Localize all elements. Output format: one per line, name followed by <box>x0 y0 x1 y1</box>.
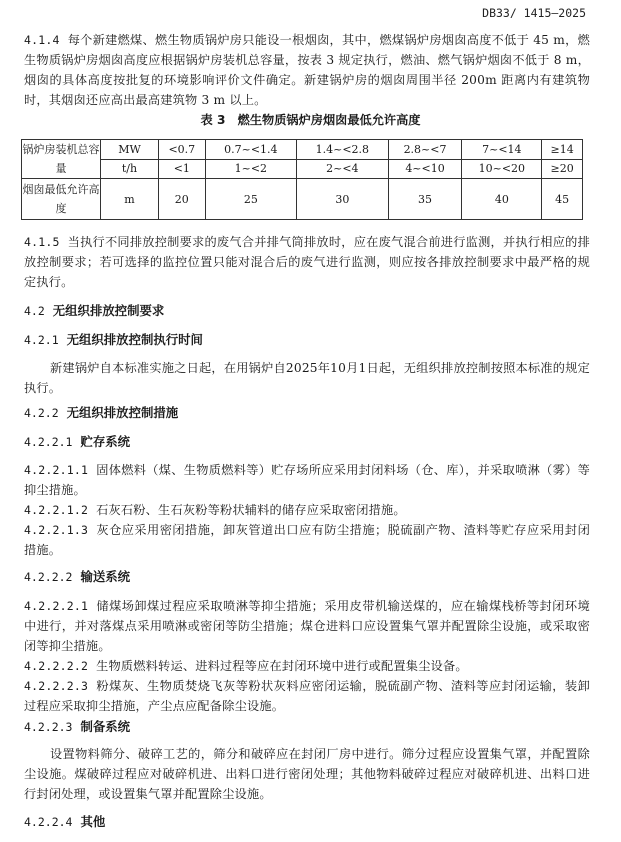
heading-number: 4.2 <box>24 304 45 318</box>
clause-4-2-2-2-2 <box>24 656 590 676</box>
heading-text: 无组织排放控制措施 <box>66 405 179 420</box>
table-cell: 7~<14 <box>462 140 542 160</box>
heading-number: 4.2.2 <box>24 406 59 420</box>
clause-text: 当执行不同排放控制要求的废气合并排气筒排放时，应在废气混合前进行监测，并执行相应的排放控制要求；若可选择的监控位置只能对混合后的废气进行监测，则应按各排放控制要求中最严格的规定执行。 <box>24 235 590 289</box>
heading-number: 4.2.1 <box>24 333 59 347</box>
clause-number: 4.1.5 <box>24 235 60 249</box>
document-id: DB33/ 1415—2025 <box>482 6 586 20</box>
unit-th: t/h <box>101 159 159 179</box>
heading-number: 4.2.2.2 <box>24 570 73 584</box>
row-label-height: 烟囱最低允许高度 <box>22 179 101 220</box>
table-cell: 1.4~<2.8 <box>297 140 389 160</box>
table-cell: ≥20 <box>542 159 583 179</box>
clause-number: 4.2.2.1.1 <box>24 463 89 477</box>
heading-text: 制备系统 <box>80 719 131 734</box>
clause-text: 灰仓应采用密闭措施，卸灰管道出口应有防尘措施；脱硫副产物、渣料等贮存应采用封闭措施。 <box>24 523 590 557</box>
table-cell: 2.8~<7 <box>388 140 462 160</box>
clause-number: 4.2.2.1.3 <box>24 523 89 537</box>
clause-text: 石灰石粉、生石灰粉等粉状辅料的储存应采取密闭措施。 <box>96 503 406 517</box>
table-cell: 35 <box>388 179 462 220</box>
table-cell: 30 <box>297 179 389 220</box>
clause-text: 粉煤灰、生物质焚烧飞灰等粉状灰料应密闭运输，脱硫副产物、渣料等应封闭运输，装卸过程应采取抑尘措施，产尘点应配备除尘设施。 <box>24 679 590 713</box>
heading-number: 4.2.2.4 <box>24 815 73 829</box>
table-cell: 20 <box>159 179 206 220</box>
table-cell: 25 <box>205 179 297 220</box>
table-cell: <0.7 <box>159 140 206 160</box>
table-cell: 10~<20 <box>462 159 542 179</box>
row-label-capacity: 锅炉房装机总容量 <box>22 140 101 179</box>
clause-text: 每个新建燃煤、燃生物质锅炉房只能设一根烟囱，其中，燃煤锅炉房烟囱高度不低于 45 m，燃生物质锅炉房烟囱高度应根据锅炉房装机总容量，按表 3 规定执行，燃油、燃气锅炉烟囱不低于 8 m，烟囱的具体高度按批复的环境影响评价文件确定。新建锅炉房的烟囱周围半径 200m 距离内有建筑物时，其烟囱还应高出最高建筑物 3 m 以上。 <box>24 33 590 107</box>
heading-text: 无组织排放控制执行时间 <box>66 332 203 347</box>
heading-4-2-2-3 <box>24 717 130 737</box>
table-cell: ≥14 <box>542 140 583 160</box>
table-cell: <1 <box>159 159 206 179</box>
clause-text: 固体燃料（煤、生物质燃料等）贮存场所应采用封闭料场（仓、库），并采取喷淋（雾）等抑尘措施。 <box>24 463 590 497</box>
clause-4-2-2-1-1 <box>24 460 590 500</box>
table-row <box>22 179 583 220</box>
heading-text: 贮存系统 <box>80 434 131 449</box>
table-cell: 45 <box>542 179 583 220</box>
clause-number: 4.2.2.1.2 <box>24 503 89 517</box>
heading-number: 4.2.2.1 <box>24 435 73 449</box>
table-cell: 0.7~<1.4 <box>205 140 297 160</box>
clause-4-1-4 <box>24 30 590 110</box>
clause-number: 4.1.4 <box>24 33 60 47</box>
clause-number: 4.2.2.2.2 <box>24 659 89 673</box>
clause-text: 储煤场卸煤过程应采取喷淋等抑尘措施；采用皮带机输送煤的，应在输煤栈桥等封闭环境中进行，并对落煤点采用喷淋或密闭等防尘措施；煤仓进料口应设置集气罩并配置除尘设施，或采取密闭等抑尘措施。 <box>24 599 590 653</box>
heading-text: 无组织排放控制要求 <box>52 303 165 318</box>
unit-mw: MW <box>101 140 159 160</box>
unit-m: m <box>101 179 159 220</box>
clause-4-2-2-1-3 <box>24 520 590 560</box>
clause-4-2-2-3-text: 设置物料筛分、破碎工艺的，筛分和破碎应在封闭厂房中进行。筛分过程应设置集气罩，并配置除尘设施。煤破碎过程应对破碎机进、出料口进行密闭处理；其他物料破碎过程应对破碎机进、出料口进行封闭处理，或设置集气罩并配置除尘设施。 <box>24 747 590 801</box>
heading-4-2-2-4 <box>24 812 105 832</box>
table-cell: 40 <box>462 179 542 220</box>
table-cell: 2~<4 <box>297 159 389 179</box>
heading-text: 输送系统 <box>80 569 131 584</box>
clause-4-2-2-2-3 <box>24 676 590 716</box>
heading-text: 其他 <box>80 814 106 829</box>
heading-number: 4.2.2.3 <box>24 720 73 734</box>
clause-4-2-2-1-2 <box>24 500 590 520</box>
clause-number: 4.2.2.2.3 <box>24 679 89 693</box>
heading-4-2-2-1 <box>24 432 130 452</box>
clause-text: 生物质燃料转运、进料过程等应在封闭环境中进行或配置集尘设备。 <box>96 659 468 673</box>
table-cell: 4~<10 <box>388 159 462 179</box>
table-row <box>22 159 583 179</box>
table-cell: 1~<2 <box>205 159 297 179</box>
clause-4-2-2-2-1 <box>24 596 590 656</box>
clause-number: 4.2.2.2.1 <box>24 599 89 613</box>
heading-4-2-2-2 <box>24 567 130 587</box>
heading-4-2-1 <box>24 330 203 350</box>
heading-4-2 <box>24 301 164 321</box>
table-row <box>22 140 583 160</box>
chimney-height-table <box>21 139 583 220</box>
table-title: 表 3 燃生物质锅炉房烟囱最低允许高度 <box>200 113 421 127</box>
heading-4-2-2 <box>24 403 178 423</box>
clause-4-1-5 <box>24 232 590 292</box>
clause-4-2-1-text: 新建锅炉自本标准实施之日起，在用锅炉自2025年10月1日起，无组织排放控制按照本标准的规定执行。 <box>24 361 590 395</box>
